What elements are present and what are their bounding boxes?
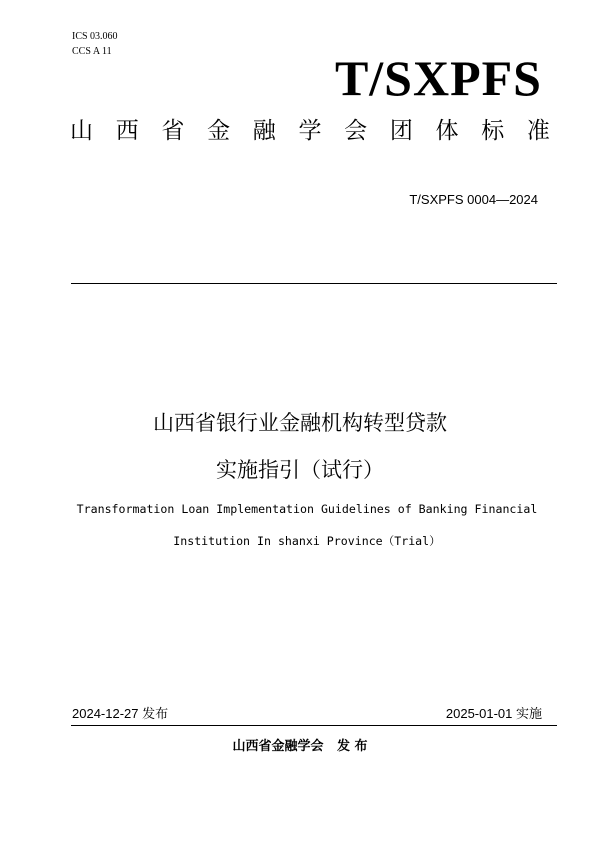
bottom-divider: [71, 725, 557, 726]
org-title-char: 融: [252, 118, 276, 144]
org-title-char: 体: [435, 118, 459, 144]
org-title-char: 金: [207, 118, 231, 144]
ics-code: ICS 03.060: [72, 31, 118, 42]
title-cn-line1: 山西省银行业金融机构转型贷款: [153, 411, 447, 435]
org-title-char: 团: [389, 118, 413, 144]
standard-code: T/SXPFS: [334, 50, 542, 106]
title-cn-line2: 实施指引（试行）: [216, 458, 384, 482]
org-title-char: 学: [298, 118, 322, 144]
org-title-char: 准: [526, 118, 550, 144]
issue-date: 2024-12-27 发布: [72, 706, 169, 721]
document-number: T/SXPFS 0004—2024: [409, 192, 538, 207]
org-title-char: 西: [115, 118, 139, 144]
org-title-char: 会: [344, 118, 368, 144]
top-divider: [71, 283, 557, 284]
publisher: 山西省金融学会 发 布: [232, 739, 368, 754]
organization-title: [70, 116, 550, 146]
ccs-code: CCS A 11: [72, 46, 112, 57]
org-title-char: 山: [70, 118, 93, 144]
title-en-line1: Transformation Loan Implementation Guidelines of Banking Financial: [76, 502, 538, 516]
title-en-line2: Institution In shanxi Province（Trial）: [173, 534, 441, 548]
implementation-date: 2025-01-01 实施: [445, 706, 542, 721]
org-title-char: 标: [481, 118, 505, 144]
org-title-char: 省: [161, 118, 185, 144]
